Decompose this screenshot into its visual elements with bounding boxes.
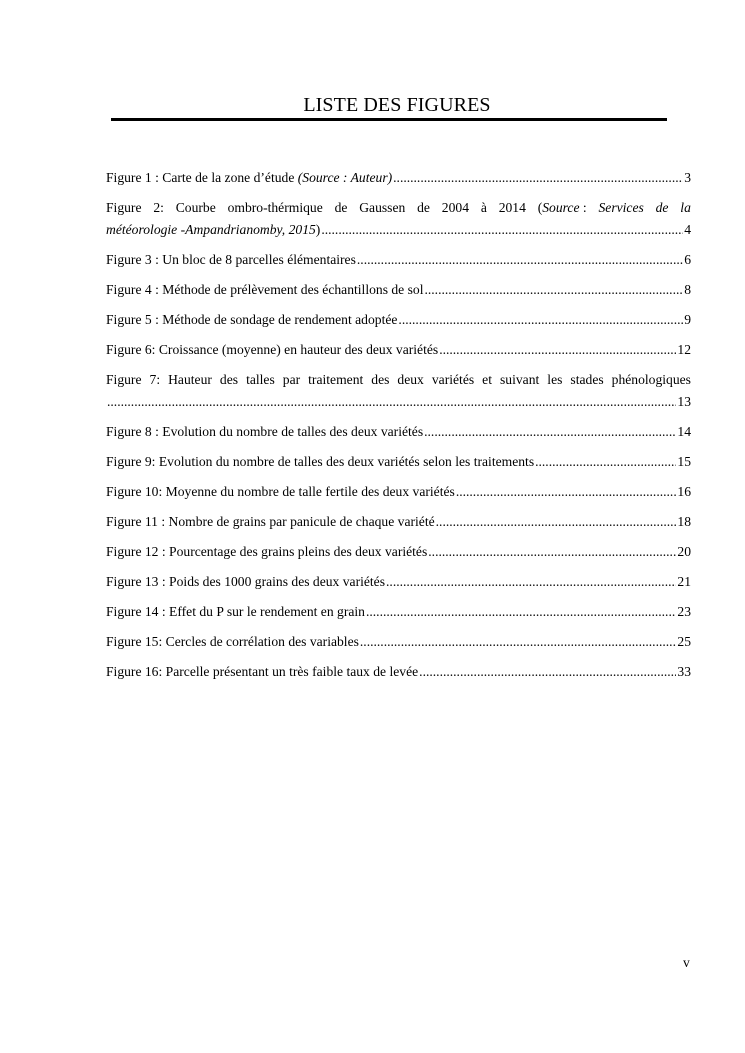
figure-entry-page: 15 bbox=[677, 454, 691, 469]
figure-entry-page: 14 bbox=[677, 424, 691, 439]
dot-leader bbox=[398, 309, 683, 331]
figure-entry-text: Figure 14 : Effet du P sur le rendement en grain bbox=[106, 604, 365, 619]
figure-entry-page: 25 bbox=[677, 634, 691, 649]
dot-leader bbox=[360, 631, 677, 653]
figure-entry-page: 3 bbox=[684, 170, 691, 185]
figure-entry-14[interactable] bbox=[106, 601, 691, 623]
figure-entry-5[interactable] bbox=[106, 309, 691, 331]
figure-entry-13[interactable] bbox=[106, 571, 691, 593]
figure-entry-2[interactable] bbox=[106, 197, 691, 241]
figure-entry-3[interactable] bbox=[106, 249, 691, 271]
figure-entry-4[interactable] bbox=[106, 279, 691, 301]
figure-entry-text: Figure 9: Evolution du nombre de talles des deux variétés selon les traitements bbox=[106, 454, 535, 469]
page-number: v bbox=[683, 955, 690, 970]
figure-entry-page: 9 bbox=[684, 312, 691, 327]
dot-leader bbox=[107, 391, 676, 413]
title-underline bbox=[111, 118, 667, 121]
figure-entry-text: Figure 8 : Evolution du nombre de talles des deux variétés bbox=[106, 424, 424, 439]
figure-entry-line-1: Figure 7: Hauteur des talles par traitement des deux variétés et suivant les stades phénologiques bbox=[106, 372, 691, 387]
figure-entry-text: Figure 13 : Poids des 1000 grains des deux variétés bbox=[106, 574, 386, 589]
figure-entry-text: Figure 1 : Carte de la zone d’étude (Source : Auteur) bbox=[106, 170, 393, 185]
figure-entry-text: Figure 12 : Pourcentage des grains pleins des deux variétés bbox=[106, 544, 428, 559]
figure-entry-9[interactable] bbox=[106, 451, 691, 473]
figure-entry-text: Figure 6: Croissance (moyenne) en hauteur des deux variétés bbox=[106, 342, 439, 357]
dot-leader bbox=[419, 661, 676, 683]
figure-entry-text: Figure 4 : Méthode de prélèvement des échantillons de sol bbox=[106, 282, 424, 297]
figure-entry-line-2 bbox=[106, 391, 691, 413]
figure-entry-line-1: Figure 2: Courbe ombro-thérmique de Gaussen de 2004 à 2014 (Source : Services de la bbox=[106, 200, 691, 215]
dot-leader bbox=[439, 339, 676, 361]
figure-entry-text: Figure 11 : Nombre de grains par panicule de chaque variété bbox=[106, 514, 435, 529]
figure-entry-16[interactable] bbox=[106, 661, 691, 683]
figure-entry-text: Figure 15: Cercles de corrélation des variables bbox=[106, 634, 359, 649]
figure-entry-page: 23 bbox=[677, 604, 691, 619]
dot-leader bbox=[424, 279, 683, 301]
figure-entry-page: 13 bbox=[677, 394, 691, 409]
figure-entry-page: 12 bbox=[677, 342, 691, 357]
figure-entry-7[interactable] bbox=[106, 369, 691, 413]
figure-entry-text: Figure 5 : Méthode de sondage de rendement adoptée bbox=[106, 312, 398, 327]
figure-entry-1[interactable] bbox=[106, 167, 691, 189]
figure-entry-15[interactable] bbox=[106, 631, 691, 653]
figure-entry-page: 6 bbox=[684, 252, 691, 267]
dot-leader bbox=[357, 249, 683, 271]
figure-entry-8[interactable] bbox=[106, 421, 691, 443]
figure-entry-line bbox=[106, 167, 691, 189]
figure-entry-page: 20 bbox=[677, 544, 691, 559]
figure-entry-page: 8 bbox=[684, 282, 691, 297]
figure-list bbox=[106, 167, 691, 691]
figure-entry-6[interactable] bbox=[106, 339, 691, 361]
figure-entry-page: 21 bbox=[677, 574, 691, 589]
dot-leader bbox=[535, 451, 676, 473]
figure-entry-12[interactable] bbox=[106, 541, 691, 563]
figure-entry-page: 16 bbox=[677, 484, 691, 499]
page-title: LISTE DES FIGURES bbox=[303, 94, 491, 116]
dot-leader bbox=[428, 541, 676, 563]
figure-entry-page: 4 bbox=[684, 222, 691, 237]
dot-leader bbox=[424, 421, 676, 443]
dot-leader bbox=[456, 481, 677, 503]
figure-entry-line-2: météorologie -Ampandrianomby, 2015) ..... 4 bbox=[106, 219, 691, 241]
figure-entry-page: 33 bbox=[677, 664, 691, 679]
figure-entry-page: 18 bbox=[677, 514, 691, 529]
figure-entry-10[interactable] bbox=[106, 481, 691, 503]
figure-entry-text: Figure 3 : Un bloc de 8 parcelles élémentaires bbox=[106, 252, 356, 267]
figure-entry-text: Figure 10: Moyenne du nombre de talle fertile des deux variétés bbox=[106, 484, 455, 499]
figure-entry-11[interactable] bbox=[106, 511, 691, 533]
dot-leader bbox=[366, 601, 676, 623]
dot-leader bbox=[321, 219, 683, 241]
dot-leader bbox=[436, 511, 677, 533]
dot-leader bbox=[393, 167, 683, 189]
figure-entry-text: Figure 16: Parcelle présentant un très faible taux de levée bbox=[106, 664, 419, 679]
dot-leader bbox=[386, 571, 676, 593]
